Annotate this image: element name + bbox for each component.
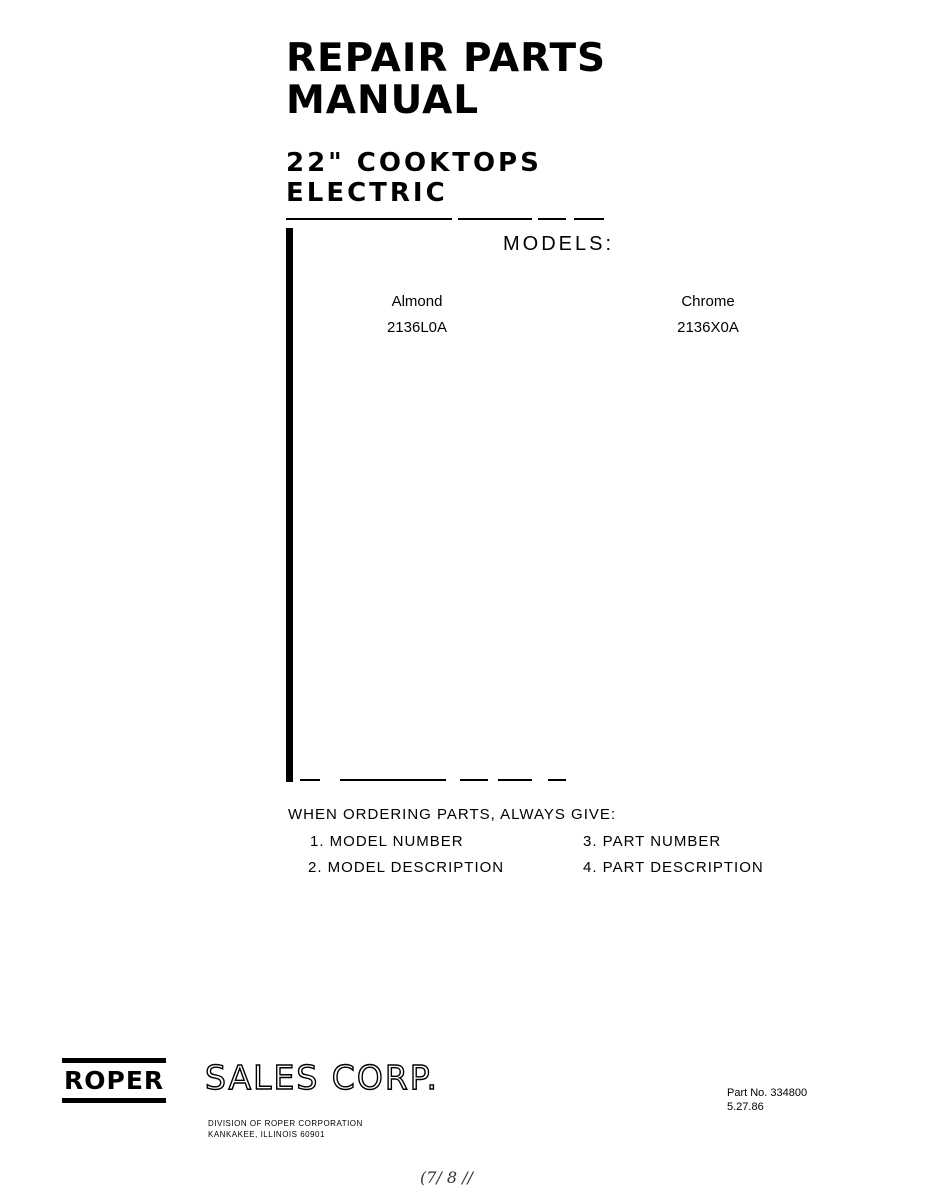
division-line-1: DIVISION OF ROPER CORPORATION xyxy=(208,1119,363,1128)
title-line-1: REPAIR PARTS xyxy=(286,36,607,81)
ordering-item-2: 2. MODEL DESCRIPTION xyxy=(308,859,505,876)
bottom-rule-3 xyxy=(460,779,488,781)
model-column-chrome xyxy=(648,289,768,341)
part-number: Part No. 334800 xyxy=(727,1087,808,1099)
model-color-label: Almond xyxy=(391,293,443,310)
model-color-label: Chrome xyxy=(681,293,735,310)
ordering-item-1: 1. MODEL NUMBER xyxy=(310,833,464,850)
manual-title xyxy=(286,38,606,122)
roper-wordmark: ROPER xyxy=(62,1058,166,1103)
models-label: MODELS: xyxy=(503,233,615,255)
ordering-heading: WHEN ORDERING PARTS, ALWAYS GIVE: xyxy=(288,806,617,823)
print-date: 5.27.86 xyxy=(727,1101,764,1113)
roper-logo xyxy=(62,1058,166,1103)
model-number: 2136X0A xyxy=(677,319,739,336)
bottom-rule-4 xyxy=(498,779,532,781)
top-rule-2 xyxy=(458,218,532,220)
sales-corp-wordmark: SALES CORP. xyxy=(205,1058,440,1097)
ordering-item-4: 4. PART DESCRIPTION xyxy=(583,859,764,876)
part-number-block xyxy=(727,1086,807,1114)
model-column-almond xyxy=(357,289,477,341)
handwritten-note: (7/ 8 // xyxy=(420,1168,473,1187)
model-number: 2136L0A xyxy=(386,319,448,336)
top-rule-3 xyxy=(538,218,566,220)
ordering-item-3: 3. PART NUMBER xyxy=(583,833,722,850)
subtitle-line-2: ELECTRIC xyxy=(286,178,448,208)
subtitle-line-1: 22" COOKTOPS xyxy=(286,148,542,178)
models-box-left-border xyxy=(286,228,293,782)
division-line-2: KANKAKEE, ILLINOIS 60901 xyxy=(208,1130,325,1139)
title-line-2: MANUAL xyxy=(286,78,480,123)
top-rule-4 xyxy=(574,218,604,220)
bottom-rule-5 xyxy=(548,779,566,781)
top-rule-1 xyxy=(286,218,452,220)
bottom-rule-1 xyxy=(300,779,320,781)
bottom-rule-2 xyxy=(340,779,446,781)
division-address xyxy=(208,1118,363,1140)
manual-subtitle xyxy=(286,148,542,208)
